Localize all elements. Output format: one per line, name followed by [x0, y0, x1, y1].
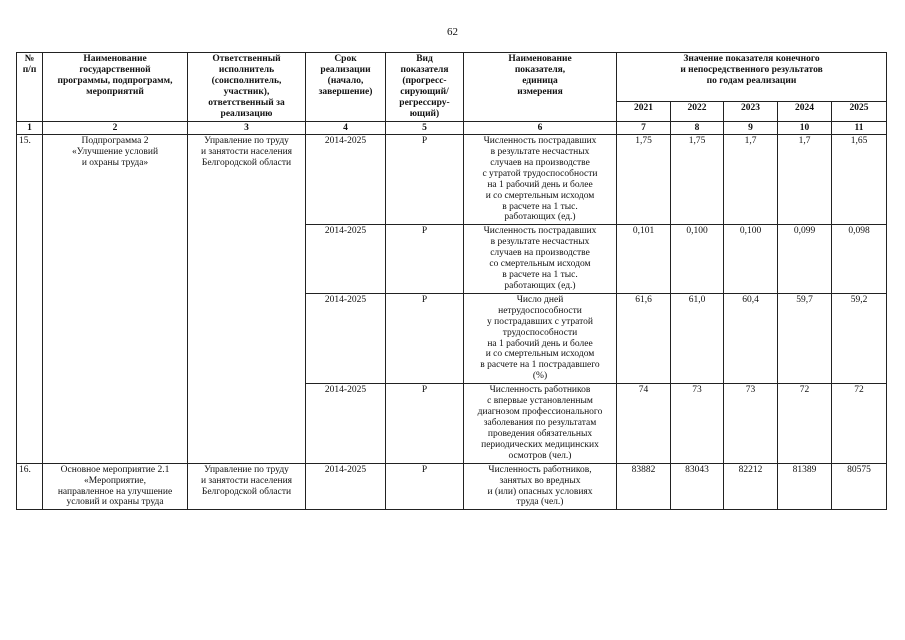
kind-cell: Р: [386, 293, 464, 383]
column-number: 7: [617, 121, 671, 134]
value-cell: 61,6: [617, 293, 671, 383]
value-cell: 0,101: [617, 225, 671, 294]
value-cell: 73: [724, 384, 778, 463]
kind-cell: Р: [386, 384, 464, 463]
value-cell: 61,0: [671, 293, 724, 383]
column-number: 5: [386, 121, 464, 134]
header-num: № п/п: [17, 53, 43, 122]
value-cell: 0,100: [724, 225, 778, 294]
value-cell: 59,7: [778, 293, 832, 383]
indicator-name: Численность работников с впервые установленным диагнозом профессионального заболевания по результатам проведения обязательных периодических медицинских осмотров (чел.): [464, 384, 617, 463]
column-number: 9: [724, 121, 778, 134]
column-number: 3: [188, 121, 306, 134]
value-cell: 1,7: [778, 134, 832, 224]
table-row: [17, 134, 887, 224]
indicator-name: Численность работников, занятых во вредных и (или) опасных условиях труда (чел.): [464, 463, 617, 510]
indicator-name: Численность пострадавших в результате несчастных случаев на производстве с утратой трудоспособности на 1 рабочий день и более и со смертельным исходом в расчете на 1 тыс. работающих (ед.): [464, 134, 617, 224]
table-row: [17, 463, 887, 510]
indicator-name: Число дней нетрудоспособности у пострадавших с утратой трудоспособности на 1 рабочий день и более и со смертельным исходом в расчете на 1 пострадавшего (%): [464, 293, 617, 383]
value-cell: 0,098: [832, 225, 887, 294]
value-cell: 73: [671, 384, 724, 463]
program-name: Основное мероприятие 2.1 «Мероприятие, направленное на улучшение условий и охраны труда: [43, 463, 188, 510]
column-number: 2: [43, 121, 188, 134]
value-cell: 82212: [724, 463, 778, 510]
value-cell: 0,099: [778, 225, 832, 294]
column-number: 8: [671, 121, 724, 134]
value-cell: 1,75: [671, 134, 724, 224]
column-number: 1: [17, 121, 43, 134]
responsible-executor: Управление по труду и занятости населения Белгородской области: [188, 134, 306, 463]
value-cell: 80575: [832, 463, 887, 510]
term-cell: 2014-2025: [306, 293, 386, 383]
column-number: 4: [306, 121, 386, 134]
value-cell: 1,65: [832, 134, 887, 224]
header-indicator-kind: Вид показателя (прогресс- сирующий/ регрессиру- ющий): [386, 53, 464, 122]
header-year: 2025: [832, 102, 887, 121]
page-number: 62: [447, 26, 458, 38]
program-name: Подпрограмма 2 «Улучшение условий и охраны труда»: [43, 134, 188, 463]
kind-cell: Р: [386, 463, 464, 510]
responsible-executor: Управление по труду и занятости населения Белгородской области: [188, 463, 306, 510]
header-responsible: Ответственный исполнитель (соисполнитель, участник), ответственный за реализацию: [188, 53, 306, 122]
value-cell: 60,4: [724, 293, 778, 383]
value-cell: 74: [617, 384, 671, 463]
header-indicator-name: Наименование показателя, единица измерения: [464, 53, 617, 122]
header-year: 2024: [778, 102, 832, 121]
header-name: Наименование государственной программы, подпрограмм, мероприятий: [43, 53, 188, 122]
term-cell: 2014-2025: [306, 384, 386, 463]
row-number: 15.: [17, 134, 43, 463]
value-cell: 83043: [671, 463, 724, 510]
header-year: 2023: [724, 102, 778, 121]
indicator-name: Численность пострадавших в результате несчастных случаев на производстве со смертельным исходом в расчете на 1 тыс. работающих (ед.): [464, 225, 617, 294]
value-cell: 1,75: [617, 134, 671, 224]
header-year: 2022: [671, 102, 724, 121]
value-cell: 72: [778, 384, 832, 463]
term-cell: 2014-2025: [306, 225, 386, 294]
value-cell: 83882: [617, 463, 671, 510]
term-cell: 2014-2025: [306, 463, 386, 510]
header-term: Срок реализации (начало, завершение): [306, 53, 386, 122]
kind-cell: Р: [386, 134, 464, 224]
value-cell: 59,2: [832, 293, 887, 383]
header-year: 2021: [617, 102, 671, 121]
value-cell: 81389: [778, 463, 832, 510]
value-cell: 0,100: [671, 225, 724, 294]
column-numbers-row: [17, 121, 887, 134]
header-row-top: [17, 53, 887, 102]
kind-cell: Р: [386, 225, 464, 294]
header-values-group: Значение показателя конечного и непосредственного результатов по годам реализации: [617, 53, 887, 102]
value-cell: 1,7: [724, 134, 778, 224]
column-number: 10: [778, 121, 832, 134]
row-number: 16.: [17, 463, 43, 510]
indicators-table: [16, 52, 887, 510]
value-cell: 72: [832, 384, 887, 463]
term-cell: 2014-2025: [306, 134, 386, 224]
column-number: 6: [464, 121, 617, 134]
column-number: 11: [832, 121, 887, 134]
